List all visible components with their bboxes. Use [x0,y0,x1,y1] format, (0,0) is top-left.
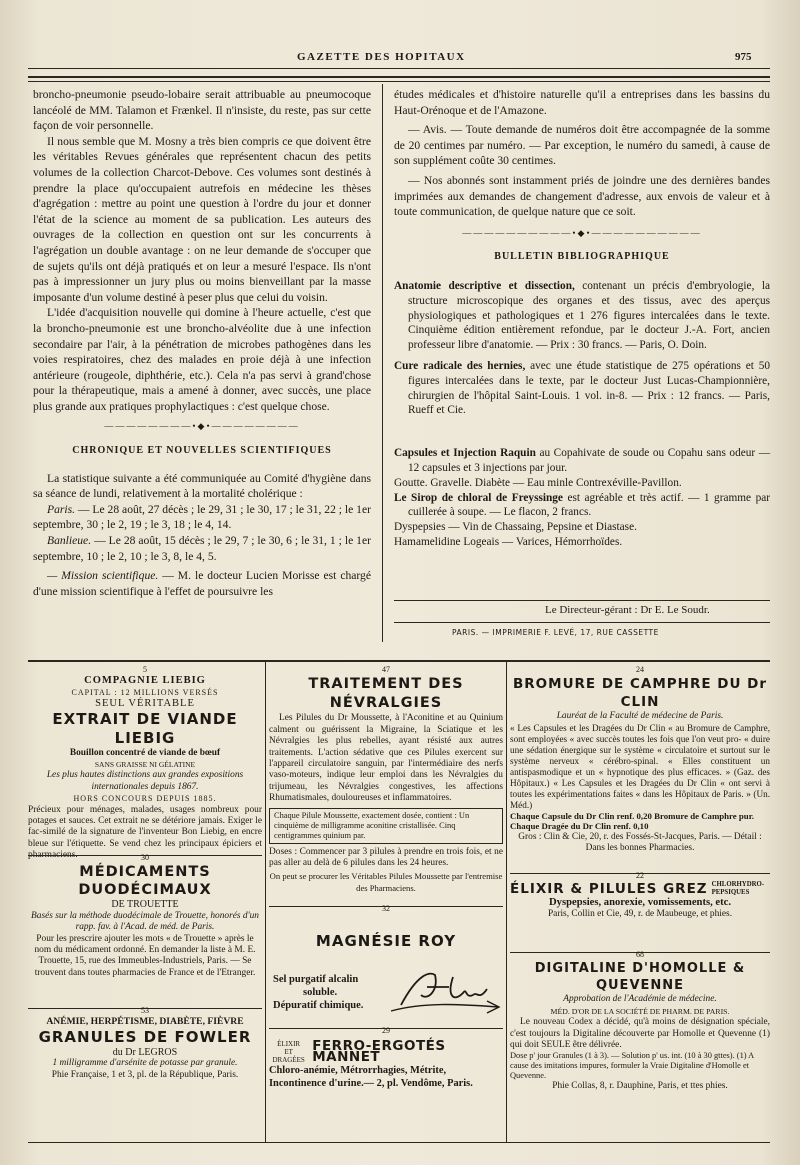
ad-digitaline [510,949,770,1093]
book-title: Anatomie descriptive et dissection, [394,279,575,292]
ad-number: 29 [382,1026,390,1035]
ad-title: ÉLIXIR & PILULES GREZ [510,880,708,897]
ad-pre: ET DRAGÉES [272,1048,305,1065]
ad-text: Précieux pour ménages, malades, usages nombreux pour potages et sauces. Cet extrait ne se détériore jamais. Exiger le fac-similé de la signature de l'inventeur Bon Liebig, en encre bleue sur l'étiquette. Se vend chez les principaux épiciers et pharmaciens. [28,804,262,861]
section-heading: CHRONIQUE ET NOUVELLES SCIENTIFIQUES [72,445,332,457]
ad-pre: ÉLIXIR [277,1040,301,1049]
paragraph: contenant un précis d'embryologie, la structure microscopique des organes et des tissus, avec des aperçus physiologiques et pathologiques et 1 276 figures intercalées dans le texte. Cinquième édition entièrement refondue, par le docteur J.-A. Fort, ancien professeur libre d'anatomie. — Prix : 30 francs. — Paris, O. Doin. [408,279,770,352]
ad-trouette [28,852,262,979]
directeur-rule [394,600,770,601]
ad-hors: HORS CONCOURS DEPUIS 1885. [73,794,217,804]
ad-doses: Doses : Commencer par 3 pilules à prendre en trois fois, et ne pas aller au delà de 6 pilules dans les 24 heures. [269,846,503,869]
paragraph: broncho-pneumonie pseudo-lobaire serait attribuable au pneumocoque lancéolé de MM. Talamon et Frænkel. Il n'insiste, du reste, pas sur cette façon de voir personnelle. [33,88,371,133]
directeur-gerant: Le Directeur-gérant : Dr E. Le Soudr. [545,604,710,616]
ad-capital: CAPITAL : 12 MILLIONS VERSÉS [71,687,219,697]
ad-company: COMPAGNIE LIEBIG [84,675,206,687]
ad-bromure [510,664,770,855]
paragraph: études médicales et d'histoire naturelle qu'il a entreprises dans les bassins du Haut-Orénoque et de l'Amazone. [394,88,770,117]
ads-divider [265,662,266,1142]
ad-laureat: Lauréat de la Faculté de médecine de Paris. [556,711,724,722]
left-column [33,87,371,599]
journal-title: GAZETTE DES HOPITAUX [297,51,466,63]
paragraph: L'idée d'acquisition nouvelle qui domine à l'heure actuelle, c'est que la broncho-pneumonie est une broncho-alvéolite due à une infection secondaire par l'air, à la pénétration de microbes pathogènes dans les voies respiratoires, chez des malades en proie déjà à une infection antérieure (rougeole, diphthérie, etc.). Cela n'a pas servi à grand'chose pour la thérapeutique, mais a amené à donner, avec succès, une place plus grande aux pratiques prophylactiques : c'est quelque chose. [33,306,371,413]
signature-icon [387,965,503,1017]
ornament-divider: ——————————•◆•—————————— [462,227,702,238]
ad-liebig [28,664,262,862]
ad-side: CHLORHYDRO-PEPSIQUES [711,881,765,897]
ad-title: FERRO-ERGOTÉS MANNET [312,1038,446,1066]
ad-text: Chloro-anémie, Métrorrhagies, Métrite, Incontinence d'urine.— 2, pl. Vendôme, Paris. [269,1065,473,1090]
ads-divider [506,662,507,1142]
ad-subtitle: du Dr LEGROS [112,1046,178,1058]
ad-foot: Phie Collas, 8, r. Dauphine, Paris, et ttes phies. [552,1081,728,1092]
label: Paris. [47,502,76,516]
ad-seul: SEUL VÉRITABLE [95,698,195,710]
ad-number: 24 [636,665,644,674]
ad-dose: Dose p' jour Granules (1 à 3). — Solution p' us. int. (10 à 30 gttes). (1) A cause des imitations impures, formuler la Vraie Digitaline d'Homolle et Quevenne. [510,1051,754,1081]
product-title: Le Sirop de chloral de Freyssinge [394,491,563,504]
ad-fowler [28,1005,262,1081]
ad-subtitle: Bouillon concentré de viande de bœuf [69,747,221,758]
header-rule-thick [28,76,770,78]
ad-gros: Gros : Clin & Cie, 20, r. des Fossés-St-Jacques, Paris. — Détail : Dans les bonnes Pharmacies. [518,831,762,854]
ad-magnesie [269,903,503,1018]
imprimerie-rule [394,622,770,623]
ad-line: Sel purgatif alcalin [273,974,359,985]
ad-number: 53 [141,1006,149,1015]
ornament-divider: ————————•◆•———————— [104,421,300,432]
ad-box: Chaque Pilule Moussette, exactement dosée, contient : Un cinquième de milligramme aconitine cristallisée. Cinq centigrammes quinium par. [269,808,503,844]
ad-text: Phie Française, 1 et 3, pl. de la République, Paris. [51,1069,239,1080]
ad-sans: SANS GRAISSE NI GÉLATINE [94,760,196,770]
right-column [394,87,770,550]
ad-subtitle: DE TROUETTE [111,899,179,911]
paragraph: La statistique suivante a été communiquée au Comité d'hygiène dans sa séance de lundi, relativement à la mortalité cholérique : [33,471,371,501]
ad-italic: Basés sur la méthode duodécimale de Trouette, honorés d'un rapp. fav. à l'Acad. de méd. de Paris. [31,910,259,933]
ad-foot: On peut se procurer les Véritables Pilules Moussette par l'entremise des Pharmaciens. [269,871,503,893]
paragraph: Goutte. Gravelle. Diabète — Eau minle Contrexéville-Pavillon. [394,476,682,489]
ad-title: MÉDICAMENTS DUODÉCIMAUX [78,864,212,899]
imprimerie: PARIS. — IMPRIMERIE F. LEVÉ, 17, RUE CASSETTE [452,628,659,637]
ad-number: 47 [382,665,390,674]
label: — Mission scientifique. [47,569,159,583]
ads-bottom-rule [28,1142,770,1143]
paragraph: au Copahivate de soude ou Copahu sans odeur — 12 capsules et 3 injections par jour. [408,447,770,474]
ad-number: 32 [382,904,390,913]
ad-italic: 1 milligramme d'arsénite de potasse par granule. [52,1058,238,1069]
ad-med: MÉD. D'OR DE LA SOCIÉTÉ DE PHARM. DE PARIS. [550,1006,730,1016]
ad-number: 30 [141,853,149,862]
paragraph: avec une étude statistique de 275 opérations et 50 figures intercalées dans le texte, par le docteur Just Lucas-Championnière, chirurgien de l'hôpital Saint-Louis. 1 vol. in-8. — Prix : 12 francs. — Paris, Rueff et Cie. [408,359,770,417]
header-rule [28,68,770,69]
ad-line: soluble. [303,987,338,998]
ad-text: Les Pilules du Dr Moussette, à l'Aconitine et au Quinium calment ou guérissent la Migraine, la Sciatique et les Névralgies les plus rebelles, ayant résisté aux autres traitements. L'action sédative que ces Pilules exercent sur l'appareil circulatoire sanguin, par l'intermédiaire des nerfs vaso-moteurs, indique leur emploi dans les Névralgies du trijumeau, les Névralgies congestives, les affections Rhumatismales, douloureuses et inflammatoires. [269,713,503,804]
ad-number: 22 [636,871,644,880]
ad-text: Pour les prescrire ajouter les mots « de Trouette » après le nom du médicament ordonné. En demander la liste à M. E. Trouette, 15, rue des Immeubles-Industriels, Paris. — Se trouvent dans toutes pharmacies de France et de l'Etranger. [34,933,256,978]
paragraph: Dyspepsies — Vin de Chassaing, Pepsine et Diastase. [394,521,637,534]
column-divider [382,84,383,642]
product-title: Capsules et Injection Raquin [394,447,536,460]
ad-ferro [269,1025,503,1090]
paragraph: — Le 28 août, 27 décès ; le 29, 31 ; le 30, 17 ; le 31, 22 ; le 1er septembre, 30 ; le 2, 19 ; le 3, 18 ; le 4, 14. [33,502,371,532]
label: Banlieue. [47,534,92,548]
paragraph: — M. le docteur Lucien Morisse est chargé d'une mission scientifique à l'effet de poursuivre les [33,569,371,598]
section-heading: BULLETIN BIBLIOGRAPHIQUE [494,251,670,263]
ad-addr: Paris, Collin et Cie, 49, r. de Maubeuge, et phies. [547,908,733,919]
ad-appro: Approbation de l'Académie de médecine. [563,994,717,1005]
ad-nevralgies [269,664,503,894]
ad-title: GRANULES DE FOWLER [38,1027,252,1046]
header-rule-thin [28,81,770,82]
paragraph: Il nous semble que M. Mosny a très bien compris ce que doivent être les véritables Revues générales que représentent chacun des petits volumes de la collection Charcot-Debove. Ces volumes sont destinés à prendre la place qu'occupaient autrefois en médecine les thèses d'agrégation : mettre au point une question à l'ordre du jour et donner l'état de la science au moment de sa publication. Les auteurs des ouvrages de la collection en question ont sur les concurrents à l'agrégation un double avantage : on ne leur demande de s'occuper que de sujets qu'ils ont déjà pratiqués et on leur a mesuré l'espace. Ils n'ont pas à impressionner un jury plus ou moins bienveillant par la masse imposante d'un volume destiné à peser plus que celui du voisin. [33,134,371,304]
page-number: 975 [735,51,752,63]
ad-line: Dépuratif chimique. [273,1000,364,1011]
paragraph: — Avis. — Toute demande de numéros doit être accompagnée de la somme de 20 centimes par numéro. — Par exception, le numéro du samedi, à cause de son supplément coûte 30 centimes. [394,123,770,168]
ad-text: Dyspepsies, anorexie, vomissements, etc. [549,897,731,909]
paragraph: est agréable et très actif. — 1 gramme par cuillerée à soupe. — Le flacon, 2 francs. [408,491,770,519]
ad-head: ANÉMIE, HERPÉTISME, DIABÈTE, FIÈVRE [46,1016,244,1028]
ad-number: 68 [636,950,644,959]
ad-chaque: Chaque Capsule du Dr Clin renf. 0,20 Bromure de Camphre pur. Chaque Dragée du Dr Clin renf. 0,10 [510,810,754,832]
ad-title: MAGNÉSIE ROY [315,932,457,951]
paragraph: — Le 28 août, 15 décès ; le 29, 7 ; le 30, 6 ; le 31, 1 ; le 1er septembre, 10 ; le 2, 10 ; le 3, 8, le 4, 5. [33,534,371,563]
paragraph: Hamamelidine Logeais — Varices, Hémorrhoïdes. [394,535,623,548]
ad-distinctions: Les plus hautes distinctions aux grandes expositions internationales depuis 1867. [46,770,244,792]
ad-title: EXTRAIT DE VIANDE LIEBIG [52,709,238,747]
ad-title: BROMURE DE CAMPHRE DU Dr CLIN [512,676,768,711]
ad-title: TRAITEMENT DES NÉVRALGIES [308,676,464,712]
ad-title: DIGITALINE D'HOMOLLE & QUEVENNE [534,961,746,994]
ad-text: Le nouveau Codex a décidé, qu'à moins de désignation spéciale, c'est toujours la Digitaline découverte par Homolle et Quevenne (1) qui doit SEULE être délivrée. [510,1017,770,1051]
ad-grez [510,870,770,920]
ads-top-rule [28,660,770,662]
ad-text: « Les Capsules et les Dragées du Dr Clin « au Bromure de Camphre, sont employées « avec succès toutes les fois que l'on veut pro- « duire une sédation énergique sur le système « circulatoire et surtout sur le système nerveux « cérébro-spinal. « Elles constituent un antispasmodique et un « hypnotique des plus efficaces. » (Gaz. des Hôpitaux.) « Les Capsules et les Dragées du Dr Clin « ont servi à toutes les expérimentations faites « dans les Hôpitaux de Paris. » (Un. Méd.) [510,722,770,810]
ad-number: 5 [143,665,147,674]
book-title: Cure radicale des hernies, [394,359,526,372]
paragraph: — Nos abonnés sont instamment priés de joindre une des dernières bandes imprimées aux demandes de changement d'adresse, aux envois de valeur et à toute communication, de quelque nature que ce soit. [394,173,770,219]
